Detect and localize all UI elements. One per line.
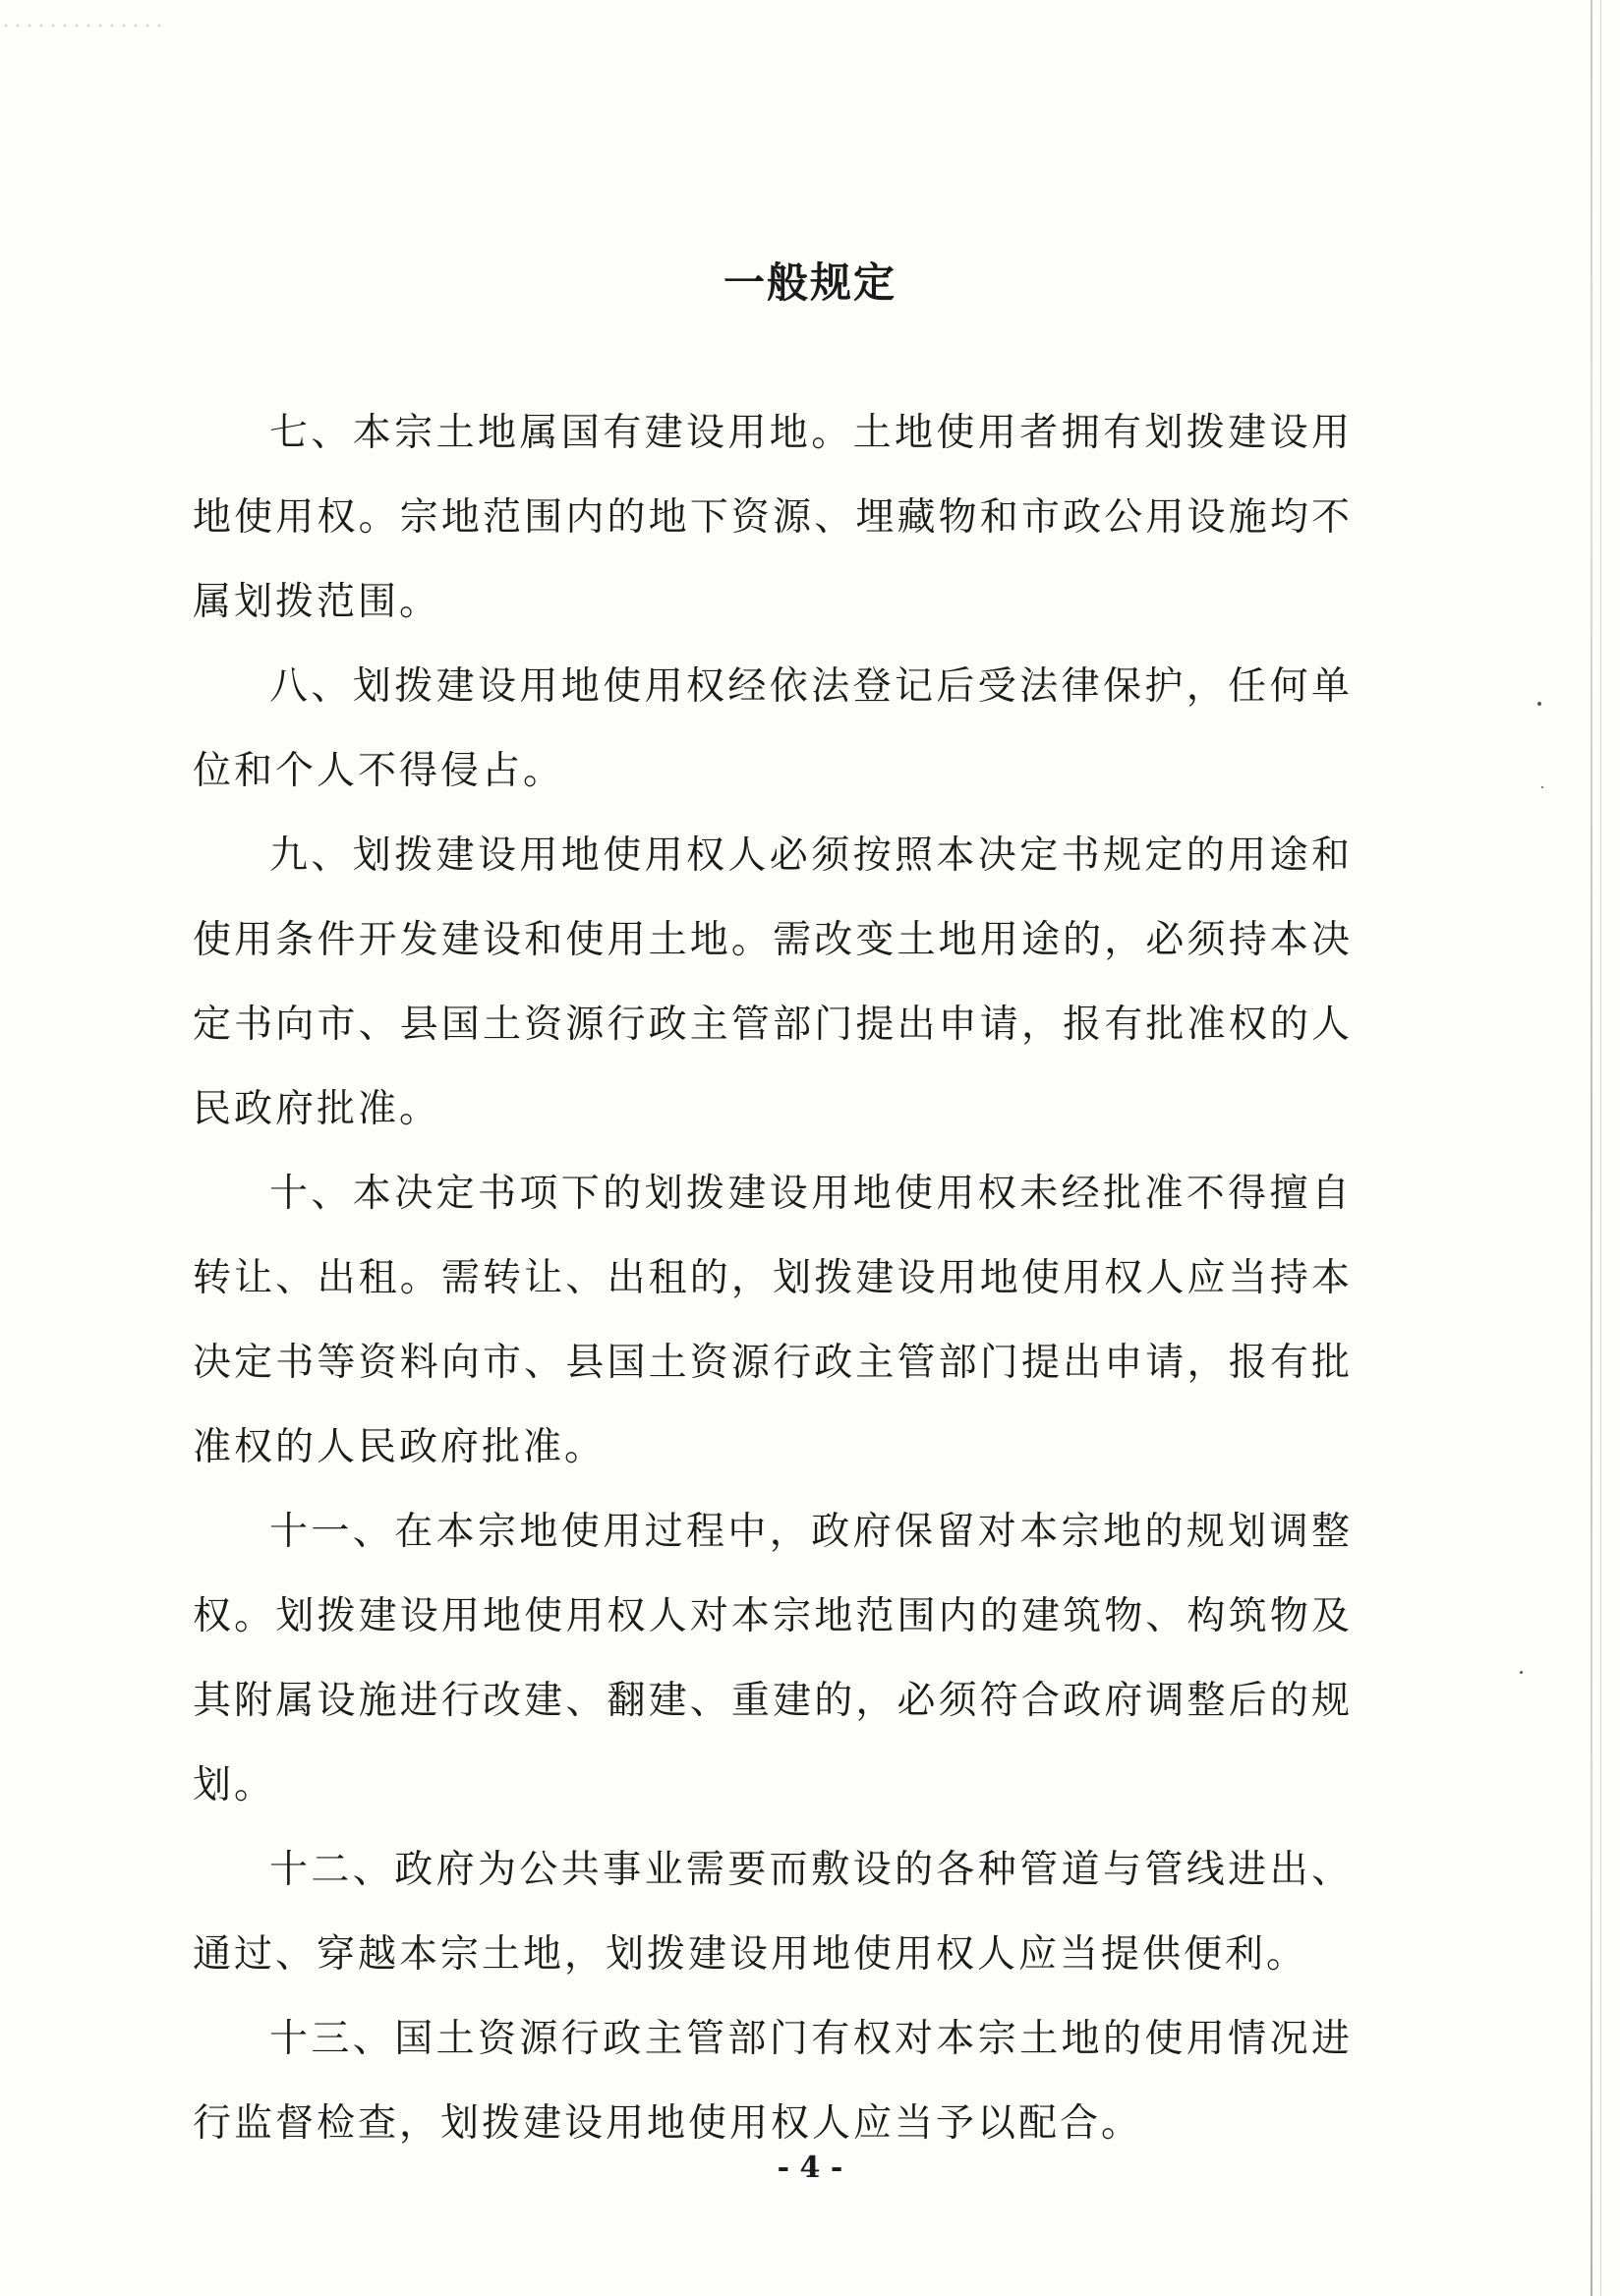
paragraph-10: 十、本决定书项下的划拨建设用地使用权未经批准不得擅自转让、出租。需转让、出租的，划拨建设用地使用权人应当持本决定书等资料向市、县国土资源行政主管部门提出申请，报有批准权的人民政府批准。 <box>193 1172 1353 1469</box>
scan-edge-line-secondary <box>1600 0 1601 2296</box>
scan-artifact-top <box>0 24 167 28</box>
scan-speck <box>1537 702 1541 706</box>
paragraph-11: 十一、在本宗地使用过程中，政府保留对本宗地的规划调整权。划拨建设用地使用权人对本宗地范围内的建筑物、构筑物及其附属设施进行改建、翻建、重建的，必须符合政府调整后的规划。 <box>193 1510 1353 1808</box>
paragraph-7: 七、本宗土地属国有建设用地。土地使用者拥有划拨建设用地使用权。宗地范围内的地下资源、埋藏物和市政公用设施均不属划拨范围。 <box>193 411 1353 624</box>
paragraph-13: 十三、国土资源行政主管部门有权对本宗土地的使用情况进行监督检查，划拨建设用地使用权人应当予以配合。 <box>193 2017 1353 2146</box>
scan-speck <box>1541 786 1543 788</box>
scan-speck <box>1520 1671 1523 1674</box>
paragraph-9: 九、划拨建设用地使用权人必须按照本决定书规定的用途和使用条件开发建设和使用土地。需改变土地用途的，必须持本决定书向市、县国土资源行政主管部门提出申请，报有批准权的人民政府批准。 <box>193 833 1353 1131</box>
document-body <box>193 391 1353 2166</box>
paragraph-12: 十二、政府为公共事业需要而敷设的各种管道与管线进出、通过、穿越本宗土地，划拨建设用地使用权人应当提供便利。 <box>193 1848 1353 1977</box>
paragraph-8: 八、划拨建设用地使用权经依法登记后受法律保护，任何单位和个人不得侵占。 <box>193 664 1353 793</box>
document-title: 一般规定 <box>723 258 897 307</box>
page-number: - 4 - <box>777 2151 843 2185</box>
scan-edge-line <box>1591 0 1592 2296</box>
